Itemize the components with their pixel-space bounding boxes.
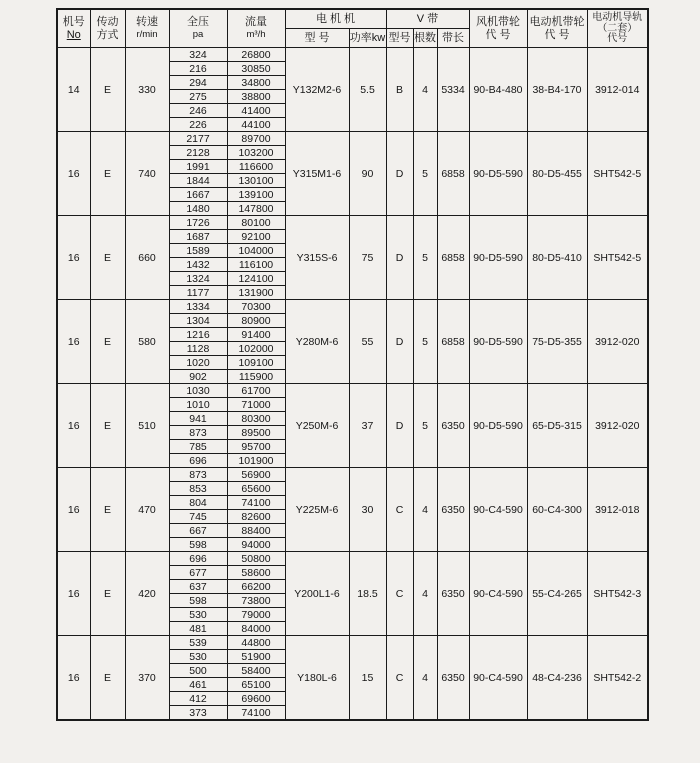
header-label: No <box>66 28 81 41</box>
cell-pressure: 481 <box>169 622 227 636</box>
cell-flow: 95700 <box>227 440 285 454</box>
cell-flow: 50800 <box>227 552 285 566</box>
cell-pressure: 677 <box>169 566 227 580</box>
cell-pressure: 2177 <box>169 132 227 146</box>
header-label: 电动机导轨 <box>592 12 643 23</box>
cell-motor-model: Y225M-6 <box>285 468 349 552</box>
cell-flow: 69600 <box>227 692 285 706</box>
cell-vbelt-length: 6350 <box>437 468 469 552</box>
cell-vbelt-count: 5 <box>413 384 437 468</box>
cell-fan-pulley-code: 90-B4-480 <box>469 48 527 132</box>
cell-motor-pulley-code: 65-D5-315 <box>527 384 587 468</box>
cell-pressure: 1687 <box>169 230 227 244</box>
cell-flow: 66200 <box>227 580 285 594</box>
cell-pressure: 294 <box>169 76 227 90</box>
cell-flow: 88400 <box>227 524 285 538</box>
col-header-motor-power: 功率kw <box>349 29 386 48</box>
cell-motor-model: Y315S-6 <box>285 216 349 300</box>
cell-flow: 51900 <box>227 650 285 664</box>
cell-vbelt-length: 6858 <box>437 132 469 216</box>
cell-speed: 580 <box>125 300 169 384</box>
cell-motor-model: Y315M1-6 <box>285 132 349 216</box>
table-row <box>57 132 648 146</box>
cell-motor-power: 18.5 <box>349 552 386 636</box>
cell-vbelt-model: C <box>386 636 413 721</box>
header-label: 全压 <box>187 16 209 29</box>
header-label: 电动机带轮 <box>529 15 585 28</box>
cell-flow: 94000 <box>227 538 285 552</box>
table-row <box>57 300 648 314</box>
cell-pressure: 696 <box>169 552 227 566</box>
cell-vbelt-length: 6858 <box>437 216 469 300</box>
col-header-vbelt-length: 带长 <box>437 29 469 48</box>
cell-motor-pulley-code: 55-C4-265 <box>527 552 587 636</box>
cell-vbelt-length: 6858 <box>437 300 469 384</box>
cell-pressure: 873 <box>169 426 227 440</box>
header-label: 方式 <box>96 28 119 41</box>
cell-motor-rail-code: SHT542-5 <box>587 132 648 216</box>
cell-flow: 131900 <box>227 286 285 300</box>
cell-machine-no: 16 <box>57 636 90 721</box>
cell-pressure: 696 <box>169 454 227 468</box>
cell-motor-model: Y250M-6 <box>285 384 349 468</box>
cell-pressure: 1177 <box>169 286 227 300</box>
cell-pressure: 2128 <box>169 146 227 160</box>
cell-motor-pulley-code: 38-B4-170 <box>527 48 587 132</box>
table-header <box>57 9 648 48</box>
cell-motor-power: 30 <box>349 468 386 552</box>
cell-motor-rail-code: 3912-020 <box>587 300 648 384</box>
cell-motor-power: 90 <box>349 132 386 216</box>
cell-flow: 80100 <box>227 216 285 230</box>
cell-flow: 56900 <box>227 468 285 482</box>
cell-pressure: 539 <box>169 636 227 650</box>
cell-fan-pulley-code: 90-D5-590 <box>469 384 527 468</box>
cell-pressure: 941 <box>169 412 227 426</box>
cell-vbelt-model: D <box>386 384 413 468</box>
cell-flow: 124100 <box>227 272 285 286</box>
cell-drive-mode: E <box>90 552 125 636</box>
cell-vbelt-model: D <box>386 132 413 216</box>
cell-vbelt-model: C <box>386 552 413 636</box>
cell-flow: 65100 <box>227 678 285 692</box>
cell-flow: 44800 <box>227 636 285 650</box>
cell-flow: 74100 <box>227 496 285 510</box>
cell-flow: 73800 <box>227 594 285 608</box>
cell-fan-pulley-code: 90-C4-590 <box>469 468 527 552</box>
cell-flow: 26800 <box>227 48 285 62</box>
cell-flow: 38800 <box>227 90 285 104</box>
cell-pressure: 461 <box>169 678 227 692</box>
col-header-vbelt-model: 型号 <box>386 29 413 48</box>
cell-motor-rail-code: 3912-014 <box>587 48 648 132</box>
cell-drive-mode: E <box>90 132 125 216</box>
cell-flow: 130100 <box>227 174 285 188</box>
cell-pressure: 530 <box>169 650 227 664</box>
col-header-machine-no <box>57 9 90 48</box>
cell-motor-power: 15 <box>349 636 386 721</box>
cell-flow: 109100 <box>227 356 285 370</box>
cell-vbelt-count: 5 <box>413 216 437 300</box>
cell-motor-model: Y132M2-6 <box>285 48 349 132</box>
cell-pressure: 1334 <box>169 300 227 314</box>
cell-flow: 44100 <box>227 118 285 132</box>
cell-pressure: 226 <box>169 118 227 132</box>
cell-flow: 61700 <box>227 384 285 398</box>
table-row <box>57 468 648 482</box>
cell-pressure: 1432 <box>169 258 227 272</box>
col-header-flow <box>227 9 285 48</box>
cell-flow: 92100 <box>227 230 285 244</box>
cell-motor-pulley-code: 75-D5-355 <box>527 300 587 384</box>
cell-vbelt-model: C <box>386 468 413 552</box>
cell-pressure: 1991 <box>169 160 227 174</box>
col-header-fan-pulley <box>469 9 527 48</box>
cell-speed: 420 <box>125 552 169 636</box>
cell-fan-pulley-code: 90-C4-590 <box>469 636 527 721</box>
cell-pressure: 1030 <box>169 384 227 398</box>
header-label: 风机带轮 <box>476 15 520 28</box>
cell-flow: 101900 <box>227 454 285 468</box>
cell-motor-power: 5.5 <box>349 48 386 132</box>
cell-fan-pulley-code: 90-D5-590 <box>469 132 527 216</box>
cell-pressure: 1480 <box>169 202 227 216</box>
cell-pressure: 1304 <box>169 314 227 328</box>
cell-vbelt-count: 4 <box>413 552 437 636</box>
cell-motor-rail-code: SHT542-3 <box>587 552 648 636</box>
cell-pressure: 785 <box>169 440 227 454</box>
cell-pressure: 1324 <box>169 272 227 286</box>
header-label: 传动 <box>96 15 119 28</box>
col-group-header-motor: 电 机 机 <box>285 9 386 29</box>
cell-flow: 70300 <box>227 300 285 314</box>
cell-motor-pulley-code: 48-C4-236 <box>527 636 587 721</box>
cell-fan-pulley-code: 90-D5-590 <box>469 300 527 384</box>
cell-vbelt-model: B <box>386 48 413 132</box>
cell-motor-model: Y200L1-6 <box>285 552 349 636</box>
cell-motor-power: 75 <box>349 216 386 300</box>
table-row <box>57 48 648 62</box>
cell-pressure: 275 <box>169 90 227 104</box>
cell-flow: 84000 <box>227 622 285 636</box>
cell-flow: 30850 <box>227 62 285 76</box>
cell-drive-mode: E <box>90 384 125 468</box>
cell-speed: 470 <box>125 468 169 552</box>
cell-pressure: 500 <box>169 664 227 678</box>
header-label: 转速 <box>136 16 158 29</box>
cell-flow: 79000 <box>227 608 285 622</box>
cell-fan-pulley-code: 90-C4-590 <box>469 552 527 636</box>
cell-machine-no: 16 <box>57 468 90 552</box>
fan-spec-table <box>56 8 649 721</box>
cell-speed: 370 <box>125 636 169 721</box>
cell-motor-model: Y280M-6 <box>285 300 349 384</box>
col-group-header-vbelt: V 带 <box>386 9 469 29</box>
cell-machine-no: 16 <box>57 132 90 216</box>
cell-flow: 89500 <box>227 426 285 440</box>
cell-flow: 34800 <box>227 76 285 90</box>
cell-vbelt-count: 5 <box>413 300 437 384</box>
cell-speed: 330 <box>125 48 169 132</box>
cell-flow: 116600 <box>227 160 285 174</box>
cell-machine-no: 16 <box>57 300 90 384</box>
cell-flow: 74100 <box>227 706 285 721</box>
header-label: r/min <box>136 29 158 41</box>
cell-fan-pulley-code: 90-D5-590 <box>469 216 527 300</box>
cell-flow: 82600 <box>227 510 285 524</box>
cell-pressure: 1128 <box>169 342 227 356</box>
header-label: 流量 <box>245 16 267 29</box>
header-label: 代 号 <box>544 28 570 41</box>
cell-flow: 71000 <box>227 398 285 412</box>
cell-flow: 139100 <box>227 188 285 202</box>
header-row-1 <box>57 9 648 29</box>
cell-vbelt-count: 4 <box>413 468 437 552</box>
cell-pressure: 1667 <box>169 188 227 202</box>
cell-speed: 740 <box>125 132 169 216</box>
cell-drive-mode: E <box>90 48 125 132</box>
col-header-pressure <box>169 9 227 48</box>
cell-vbelt-count: 4 <box>413 636 437 721</box>
cell-flow: 80300 <box>227 412 285 426</box>
header-label: m³/h <box>246 29 266 41</box>
cell-vbelt-count: 4 <box>413 48 437 132</box>
cell-pressure: 246 <box>169 104 227 118</box>
cell-drive-mode: E <box>90 300 125 384</box>
cell-vbelt-model: D <box>386 216 413 300</box>
cell-pressure: 598 <box>169 594 227 608</box>
cell-flow: 41400 <box>227 104 285 118</box>
cell-motor-model: Y180L-6 <box>285 636 349 721</box>
table-row <box>57 552 648 566</box>
cell-flow: 147800 <box>227 202 285 216</box>
col-header-drive <box>90 9 125 48</box>
cell-flow: 104000 <box>227 244 285 258</box>
cell-pressure: 216 <box>169 62 227 76</box>
col-header-motor-pulley <box>527 9 587 48</box>
cell-flow: 116100 <box>227 258 285 272</box>
cell-flow: 80900 <box>227 314 285 328</box>
cell-motor-rail-code: SHT542-5 <box>587 216 648 300</box>
cell-vbelt-length: 6350 <box>437 636 469 721</box>
cell-pressure: 804 <box>169 496 227 510</box>
header-label: pa <box>192 29 204 41</box>
cell-machine-no: 14 <box>57 48 90 132</box>
table-row <box>57 636 648 650</box>
cell-pressure: 853 <box>169 482 227 496</box>
cell-motor-rail-code: SHT542-2 <box>587 636 648 721</box>
cell-pressure: 324 <box>169 48 227 62</box>
cell-vbelt-model: D <box>386 300 413 384</box>
cell-pressure: 637 <box>169 580 227 594</box>
cell-pressure: 902 <box>169 370 227 384</box>
cell-flow: 102000 <box>227 342 285 356</box>
col-header-speed <box>125 9 169 48</box>
cell-flow: 115900 <box>227 370 285 384</box>
cell-pressure: 373 <box>169 706 227 721</box>
cell-pressure: 1020 <box>169 356 227 370</box>
table-row <box>57 216 648 230</box>
cell-speed: 510 <box>125 384 169 468</box>
cell-pressure: 1589 <box>169 244 227 258</box>
cell-pressure: 873 <box>169 468 227 482</box>
cell-vbelt-count: 5 <box>413 132 437 216</box>
cell-pressure: 1844 <box>169 174 227 188</box>
cell-drive-mode: E <box>90 636 125 721</box>
cell-motor-power: 55 <box>349 300 386 384</box>
cell-motor-pulley-code: 80-D5-410 <box>527 216 587 300</box>
header-label: 机号 <box>62 15 85 28</box>
cell-flow: 91400 <box>227 328 285 342</box>
cell-pressure: 1010 <box>169 398 227 412</box>
cell-flow: 89700 <box>227 132 285 146</box>
cell-speed: 660 <box>125 216 169 300</box>
cell-pressure: 667 <box>169 524 227 538</box>
cell-motor-rail-code: 3912-020 <box>587 384 648 468</box>
cell-motor-pulley-code: 60-C4-300 <box>527 468 587 552</box>
header-label: 代号 <box>607 33 628 45</box>
cell-flow: 58600 <box>227 566 285 580</box>
cell-vbelt-length: 6350 <box>437 384 469 468</box>
cell-pressure: 412 <box>169 692 227 706</box>
cell-flow: 65600 <box>227 482 285 496</box>
cell-motor-rail-code: 3912-018 <box>587 468 648 552</box>
header-label: （二套） <box>597 22 638 34</box>
cell-motor-pulley-code: 80-D5-455 <box>527 132 587 216</box>
cell-flow: 58400 <box>227 664 285 678</box>
cell-flow: 103200 <box>227 146 285 160</box>
col-header-motor-model: 型 号 <box>285 29 349 48</box>
cell-pressure: 1216 <box>169 328 227 342</box>
cell-pressure: 530 <box>169 608 227 622</box>
cell-pressure: 1726 <box>169 216 227 230</box>
cell-pressure: 745 <box>169 510 227 524</box>
cell-vbelt-length: 6350 <box>437 552 469 636</box>
table-body <box>57 48 648 721</box>
cell-pressure: 598 <box>169 538 227 552</box>
cell-motor-power: 37 <box>349 384 386 468</box>
cell-drive-mode: E <box>90 216 125 300</box>
header-label: 代 号 <box>485 28 511 41</box>
cell-machine-no: 16 <box>57 216 90 300</box>
col-header-motor-rail <box>587 9 648 48</box>
cell-vbelt-length: 5334 <box>437 48 469 132</box>
cell-machine-no: 16 <box>57 384 90 468</box>
col-header-vbelt-count: 根数 <box>413 29 437 48</box>
cell-drive-mode: E <box>90 468 125 552</box>
table-row <box>57 384 648 398</box>
cell-machine-no: 16 <box>57 552 90 636</box>
